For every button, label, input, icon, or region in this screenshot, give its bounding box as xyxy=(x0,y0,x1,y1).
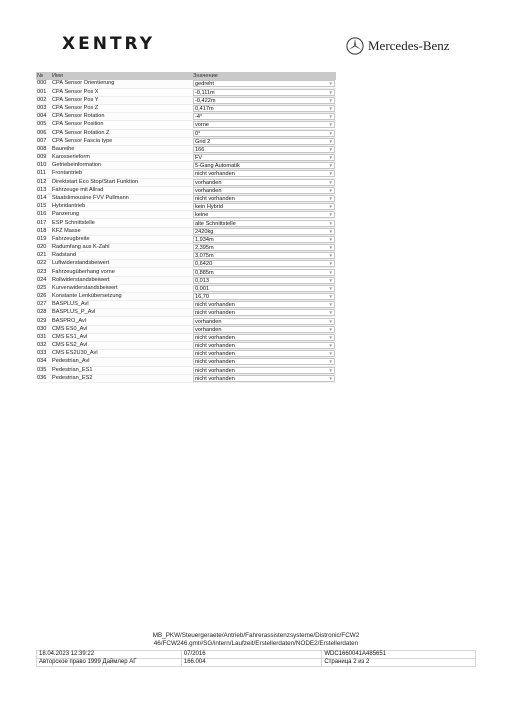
parameter-name: Panzerung xyxy=(52,211,80,218)
parameter-value-dropdown[interactable] xyxy=(193,113,335,120)
parameter-value: 1,934m xyxy=(195,236,214,243)
table-row xyxy=(36,170,336,178)
parameter-name: CMS ES1_Avl xyxy=(52,333,88,340)
parameter-value: alte Schnittstelle xyxy=(195,220,236,227)
table-row xyxy=(36,162,336,170)
row-number: 009 xyxy=(37,154,47,161)
parameter-value-dropdown[interactable] xyxy=(193,162,335,169)
parameter-value-cell xyxy=(192,333,336,341)
parameter-value-cell xyxy=(192,211,336,219)
footer-path-line-2: 46/FCW246.gmt#SG/intern/Laufzeit/Erstellerdaten/NODE2/Erstellerdaten xyxy=(153,640,359,647)
chevron-down-icon: ▼ xyxy=(328,89,333,95)
parameter-value: 5-Gang Automatik xyxy=(195,163,240,170)
row-number: 014 xyxy=(37,194,47,201)
chevron-down-icon: ▼ xyxy=(328,212,333,218)
parameter-name: Pedestrian_ES1 xyxy=(52,366,93,373)
parameter-value-dropdown[interactable] xyxy=(193,285,335,292)
table-row xyxy=(36,366,336,374)
parameter-value-dropdown[interactable] xyxy=(193,146,335,153)
table-row xyxy=(36,211,336,219)
row-number: 032 xyxy=(37,342,47,349)
chevron-down-icon: ▼ xyxy=(328,261,333,267)
row-number: 013 xyxy=(37,186,47,193)
table-row xyxy=(36,276,336,284)
chevron-down-icon: ▼ xyxy=(328,245,333,251)
parameter-name: Konstante Lenkübersetzung xyxy=(52,293,122,300)
parameter-value-dropdown[interactable] xyxy=(193,260,335,267)
parameter-value: vorhanden xyxy=(195,187,222,194)
footer-path xyxy=(110,632,402,648)
parameter-value: vorhanden xyxy=(195,318,222,325)
parameter-value-dropdown[interactable] xyxy=(193,154,335,161)
row-number: 036 xyxy=(37,374,47,381)
parameter-name: Pedestrian_Avl xyxy=(52,358,90,365)
table-header-row xyxy=(36,72,336,80)
chevron-down-icon: ▼ xyxy=(328,359,333,365)
xentry-logo: XENTRY xyxy=(62,34,156,54)
chevron-down-icon: ▼ xyxy=(328,285,333,291)
parameter-value: vorne xyxy=(195,122,209,129)
parameter-value: nicht vorhanden xyxy=(195,302,235,309)
parameter-value-dropdown[interactable] xyxy=(193,334,335,341)
parameter-value-dropdown[interactable] xyxy=(193,350,335,357)
table-row xyxy=(36,268,336,276)
parameter-name: Pedestrian_ES2 xyxy=(52,374,93,381)
parameter-value: nicht vorhanden xyxy=(195,310,235,317)
table-row xyxy=(36,121,336,129)
parameter-value-cell xyxy=(192,129,336,137)
row-number: 020 xyxy=(37,244,47,251)
chevron-down-icon: ▼ xyxy=(328,114,333,120)
row-number: 035 xyxy=(37,366,47,373)
parameter-value: 0,6420 xyxy=(195,261,213,268)
table-row xyxy=(36,284,336,292)
chevron-down-icon: ▼ xyxy=(328,277,333,283)
parameter-name: BASPLUS_P_Avl xyxy=(52,309,96,316)
row-number: 034 xyxy=(37,358,47,365)
parameter-name: ESP Schnittstelle xyxy=(52,219,95,226)
row-number: 010 xyxy=(37,162,47,169)
parameter-value-dropdown[interactable] xyxy=(193,375,335,382)
parameter-name: CPA Sensor Pos X xyxy=(52,88,99,95)
chevron-down-icon: ▼ xyxy=(328,155,333,161)
parameter-value-cell xyxy=(192,292,336,300)
chevron-down-icon: ▼ xyxy=(328,367,333,373)
row-number: 015 xyxy=(37,203,47,210)
column-header-nr: № xyxy=(36,72,51,80)
parameter-value-cell xyxy=(192,96,336,104)
table-row xyxy=(36,243,336,251)
parameter-value: Grid 2 xyxy=(195,138,211,145)
table-row xyxy=(36,358,336,366)
parameter-name: Radumfang aus K-Zahl xyxy=(52,244,110,251)
parameter-name: Rollwiderstandsbeiwert xyxy=(52,276,110,283)
parameter-name: CPA Sensor Fascia type xyxy=(52,137,113,144)
parameter-value-cell xyxy=(192,374,336,382)
parameter-table xyxy=(36,72,336,383)
table-row xyxy=(36,219,336,227)
table-row xyxy=(36,301,336,309)
chevron-down-icon: ▼ xyxy=(328,326,333,332)
table-row xyxy=(36,203,336,211)
parameter-name: Getriebeinformation xyxy=(52,162,102,169)
parameter-name: CPA Sensor Pos Y xyxy=(52,96,99,103)
table-row xyxy=(36,252,336,260)
parameter-value-dropdown[interactable] xyxy=(193,89,335,96)
parameter-name: Frontantrieb xyxy=(52,170,83,177)
parameter-value-cell xyxy=(192,105,336,113)
table-row xyxy=(36,137,336,145)
chevron-down-icon: ▼ xyxy=(328,253,333,259)
chevron-down-icon: ▼ xyxy=(328,220,333,226)
parameter-value-dropdown[interactable] xyxy=(193,269,335,276)
row-number: 012 xyxy=(37,178,47,185)
chevron-down-icon: ▼ xyxy=(328,294,333,300)
parameter-value-cell xyxy=(192,350,336,358)
chevron-down-icon: ▼ xyxy=(328,97,333,103)
table-row xyxy=(36,333,336,341)
chevron-down-icon: ▼ xyxy=(328,187,333,193)
parameter-value-dropdown[interactable] xyxy=(193,195,335,202)
parameter-name: Direktstart Eco Stop/Start Funktion xyxy=(52,178,139,185)
row-number: 002 xyxy=(37,96,47,103)
parameter-value-cell xyxy=(192,88,336,96)
chevron-down-icon: ▼ xyxy=(328,343,333,349)
parameter-value-cell xyxy=(192,80,336,88)
mercedes-benz-logo xyxy=(346,36,450,56)
row-number: 033 xyxy=(37,350,47,357)
parameter-value: 16,70 xyxy=(195,294,209,301)
parameter-value: kein Hybrid xyxy=(195,204,223,211)
parameter-value: vorhanden xyxy=(195,179,222,186)
parameter-value-dropdown[interactable] xyxy=(193,358,335,365)
parameter-value-cell xyxy=(192,235,336,243)
parameter-value: gedreht xyxy=(195,81,214,88)
mercedes-benz-wordmark: Mercedes-Benz xyxy=(368,38,450,53)
parameter-value-cell xyxy=(192,203,336,211)
chevron-down-icon: ▼ xyxy=(328,146,333,152)
parameter-value-dropdown[interactable] xyxy=(193,367,335,374)
parameter-value-cell xyxy=(192,227,336,235)
parameter-value-cell xyxy=(192,145,336,153)
row-number: 027 xyxy=(37,301,47,308)
parameter-value: 3,075m xyxy=(195,253,214,260)
parameter-name: CPA Sensor Orientierung xyxy=(52,80,115,87)
table-row xyxy=(36,342,336,350)
parameter-value: 0,417m xyxy=(195,106,214,113)
parameter-name: Staatslimousine FVV Pullmann xyxy=(52,194,129,201)
parameter-value-dropdown[interactable] xyxy=(193,252,335,259)
table-row xyxy=(36,374,336,382)
parameter-name: BASPRO_Avl xyxy=(52,317,87,324)
footer-info-table xyxy=(36,650,476,667)
chevron-down-icon: ▼ xyxy=(328,163,333,169)
parameter-value-dropdown[interactable] xyxy=(193,187,335,194)
parameter-value: 2,395m xyxy=(195,245,214,252)
table-row xyxy=(36,145,336,153)
parameter-value: 2420kg xyxy=(195,228,214,235)
row-number: 019 xyxy=(37,235,47,242)
chevron-down-icon: ▼ xyxy=(328,318,333,324)
chevron-down-icon: ▼ xyxy=(328,269,333,275)
parameter-value-cell xyxy=(192,113,336,121)
parameter-name: Fahrzeugüberhang vorne xyxy=(52,268,115,275)
parameter-name: CMS ES2_Avl xyxy=(52,342,88,349)
parameter-value-dropdown[interactable] xyxy=(193,179,335,186)
row-number: 021 xyxy=(37,252,47,259)
parameter-value: -0,422m xyxy=(195,97,216,104)
parameter-value-cell xyxy=(192,194,336,202)
table-row xyxy=(36,227,336,235)
row-number: 028 xyxy=(37,309,47,316)
parameter-name: CPA Sensor Rotation xyxy=(52,113,105,120)
parameter-value: -4° xyxy=(195,114,203,121)
parameter-value-cell xyxy=(192,186,336,194)
row-number: 016 xyxy=(37,211,47,218)
parameter-value: nicht vorhanden xyxy=(195,375,235,382)
parameter-name: Karosserieform xyxy=(52,154,90,161)
parameter-value: nicht vorhanden xyxy=(195,171,235,178)
row-number: 000 xyxy=(37,80,47,87)
row-number: 023 xyxy=(37,268,47,275)
table-row xyxy=(36,235,336,243)
parameter-value: nicht vorhanden xyxy=(195,367,235,374)
parameter-value-cell xyxy=(192,162,336,170)
chevron-down-icon: ▼ xyxy=(328,106,333,112)
parameter-value-cell xyxy=(192,317,336,325)
parameter-value-cell xyxy=(192,121,336,129)
footer-copyright: Авторское право 1999 Даймлер АГ xyxy=(37,659,182,667)
parameter-name: CMS ES0_Avl xyxy=(52,325,88,332)
parameter-value-dropdown[interactable] xyxy=(193,121,335,128)
parameter-value-dropdown[interactable] xyxy=(193,80,335,87)
table-row xyxy=(36,350,336,358)
parameter-value-cell xyxy=(192,276,336,284)
parameter-value-cell xyxy=(192,137,336,145)
chevron-down-icon: ▼ xyxy=(328,334,333,340)
parameter-name: Fahrzeugbreite xyxy=(52,235,90,242)
parameter-value: nicht vorhanden xyxy=(195,351,235,358)
table-row xyxy=(36,129,336,137)
parameter-value-dropdown[interactable] xyxy=(193,326,335,333)
parameter-value-dropdown[interactable] xyxy=(193,138,335,145)
row-number: 005 xyxy=(37,121,47,128)
table-row xyxy=(36,88,336,96)
row-number: 006 xyxy=(37,129,47,136)
row-number: 001 xyxy=(37,88,47,95)
parameter-value: nicht vorhanden xyxy=(195,334,235,341)
parameter-value-cell xyxy=(192,170,336,178)
row-number: 030 xyxy=(37,325,47,332)
table-row xyxy=(36,186,336,194)
column-header-value: Значение xyxy=(192,72,336,80)
table-row xyxy=(36,80,336,88)
parameter-value-dropdown[interactable] xyxy=(193,309,335,316)
chevron-down-icon: ▼ xyxy=(328,81,333,87)
column-header-name: Имя xyxy=(51,72,192,80)
chevron-down-icon: ▼ xyxy=(328,130,333,136)
parameter-name: Baureihe xyxy=(52,145,75,152)
parameter-value-dropdown[interactable] xyxy=(193,293,335,300)
parameter-name: KFZ Masse xyxy=(52,227,81,234)
row-number: 029 xyxy=(37,317,47,324)
parameter-name: CPA Sensor Position xyxy=(52,121,104,128)
parameter-value-cell xyxy=(192,301,336,309)
table-row xyxy=(36,309,336,317)
parameter-value: nicht vorhanden xyxy=(195,343,235,350)
table-row xyxy=(36,292,336,300)
table-row xyxy=(36,113,336,121)
parameter-name: Luftwiderstandsbeiwert xyxy=(52,260,110,267)
parameter-name: Hybridantrieb xyxy=(52,203,86,210)
row-number: 018 xyxy=(37,227,47,234)
parameter-value-cell xyxy=(192,366,336,374)
parameter-value: FV xyxy=(195,155,203,162)
parameter-value: nicht vorhanden xyxy=(195,359,235,366)
parameter-value-cell xyxy=(192,284,336,292)
parameter-value: -0,111m xyxy=(195,89,215,96)
parameter-value-dropdown[interactable] xyxy=(193,97,335,104)
chevron-down-icon: ▼ xyxy=(328,171,333,177)
parameter-value-cell xyxy=(192,252,336,260)
table-row xyxy=(36,178,336,186)
parameter-name: Kurvenwiderstandsbeiwert xyxy=(52,284,118,291)
footer-row xyxy=(37,659,476,667)
table-row xyxy=(36,194,336,202)
parameter-name: Fahrzeuge mit Allrad xyxy=(52,186,104,193)
row-number: 024 xyxy=(37,276,47,283)
chevron-down-icon: ▼ xyxy=(328,179,333,185)
parameter-value-dropdown[interactable] xyxy=(193,342,335,349)
footer-vin: WDC1660041A485651 xyxy=(322,651,476,659)
footer-date: 18.04.2023 12:39:22 xyxy=(37,651,182,659)
parameter-value-cell xyxy=(192,358,336,366)
row-number: 022 xyxy=(37,260,47,267)
parameter-value-dropdown[interactable] xyxy=(193,318,335,325)
chevron-down-icon: ▼ xyxy=(328,228,333,234)
parameter-value: 166 xyxy=(195,146,205,153)
parameter-value: keine xyxy=(195,212,209,219)
table-row xyxy=(36,105,336,113)
parameter-name: CPA Sensor Pos Z xyxy=(52,105,99,112)
table-row xyxy=(36,154,336,162)
chevron-down-icon: ▼ xyxy=(328,310,333,316)
parameter-value-cell xyxy=(192,268,336,276)
parameter-value: 0,001 xyxy=(195,285,209,292)
chevron-down-icon: ▼ xyxy=(328,195,333,201)
chevron-down-icon: ▼ xyxy=(328,375,333,381)
table-row xyxy=(36,317,336,325)
chevron-down-icon: ▼ xyxy=(328,351,333,357)
parameter-value-dropdown[interactable] xyxy=(193,277,335,284)
row-number: 025 xyxy=(37,284,47,291)
parameter-value-dropdown[interactable] xyxy=(193,220,335,227)
row-number: 004 xyxy=(37,113,47,120)
parameter-value: nicht vorhanden xyxy=(195,195,235,202)
parameter-value-cell xyxy=(192,178,336,186)
parameter-value-dropdown[interactable] xyxy=(193,244,335,251)
parameter-value-cell xyxy=(192,309,336,317)
parameter-value: vorhanden xyxy=(195,326,222,333)
parameter-value-dropdown[interactable] xyxy=(193,211,335,218)
parameter-value: 0,013 xyxy=(195,277,209,284)
parameter-value-dropdown[interactable] xyxy=(193,105,335,112)
footer-row xyxy=(37,651,476,659)
chevron-down-icon: ▼ xyxy=(328,204,333,210)
parameter-value-dropdown[interactable] xyxy=(193,228,335,235)
parameter-value-dropdown[interactable] xyxy=(193,203,335,210)
parameter-value-dropdown[interactable] xyxy=(193,301,335,308)
footer-version: 07/2016 xyxy=(181,651,321,659)
row-number: 008 xyxy=(37,145,47,152)
parameter-value-dropdown[interactable] xyxy=(193,130,335,137)
parameter-value: 0° xyxy=(195,130,201,137)
parameter-name: CMS ES2U30_Avl xyxy=(52,350,98,357)
row-number: 026 xyxy=(37,293,47,300)
parameter-name: CPA Sensor Rotation Z xyxy=(52,129,110,136)
row-number: 011 xyxy=(37,170,46,177)
chevron-down-icon: ▼ xyxy=(328,236,333,242)
table-row xyxy=(36,96,336,104)
parameter-value-cell xyxy=(192,219,336,227)
row-number: 007 xyxy=(37,137,47,144)
parameter-value-cell xyxy=(192,260,336,268)
parameter-value-cell xyxy=(192,325,336,333)
parameter-value-dropdown[interactable] xyxy=(193,236,335,243)
table-row xyxy=(36,260,336,268)
chevron-down-icon: ▼ xyxy=(328,122,333,128)
parameter-name: Radstand xyxy=(52,252,76,259)
footer-path-line-1: MB_PKW/Steuergeraete/Antrieb/Fahrerassistenzsysteme/Distronic/FCW2 xyxy=(152,632,360,639)
row-number: 003 xyxy=(37,105,47,112)
chevron-down-icon: ▼ xyxy=(328,302,333,308)
mercedes-star-icon xyxy=(346,37,364,55)
parameter-value-cell xyxy=(192,154,336,162)
footer-page-number: Страница 2 из 2 xyxy=(322,659,476,667)
parameter-value-cell xyxy=(192,342,336,350)
table-row xyxy=(36,325,336,333)
parameter-name: BASPLUS_Avl xyxy=(52,301,89,308)
row-number: 031 xyxy=(37,333,47,340)
parameter-value-dropdown[interactable] xyxy=(193,170,335,177)
parameter-value: 0,885m xyxy=(195,269,214,276)
footer-build: 166.004 xyxy=(181,659,321,667)
row-number: 017 xyxy=(37,219,47,226)
parameter-value-cell xyxy=(192,243,336,251)
chevron-down-icon: ▼ xyxy=(328,138,333,144)
